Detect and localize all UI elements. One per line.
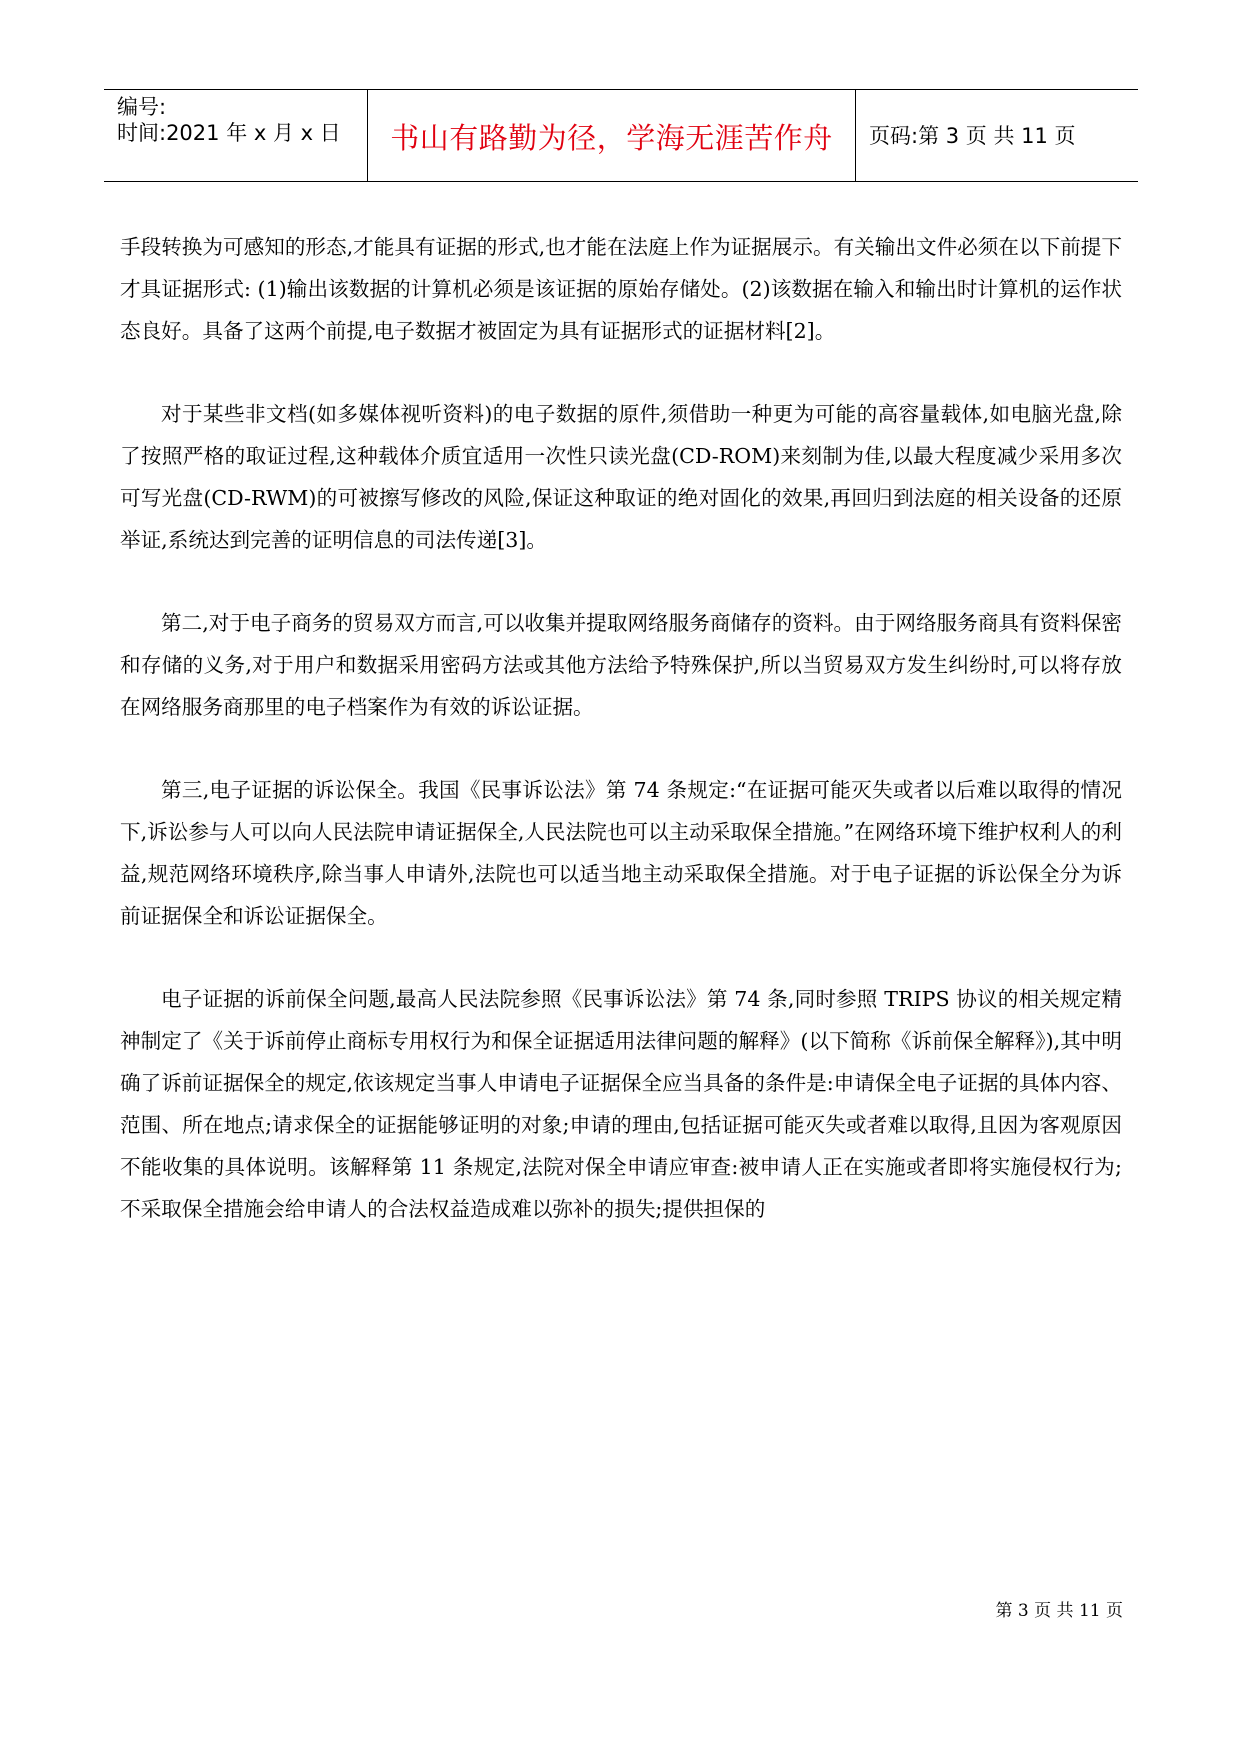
paragraph-3: 第二,对于电子商务的贸易双方而言,可以收集并提取网络服务商储存的资料。由于网络服务商具有资料保密和存储的义务,对于用户和数据采用密码方法或其他方法给予特殊保护,所以当贸易双方发生纠纷时,可以将存放在网络服务商那里的电子档案作为有效的诉讼证据。 — [120, 611, 1122, 719]
header-info-cell — [104, 90, 368, 181]
paragraph-1: 手段转换为可感知的形态,才能具有证据的形式,也才能在法庭上作为证据展示。有关输出文件必须在以下前提下才具证据形式: (1)输出该数据的计算机必须是该证据的原始存储处。(2)该数据在输入和输出时计算机的运作状态良好。具备了这两个前提,电子数据才被固定为具有证据形式的证据材料[2]。 — [120, 235, 1122, 343]
document-body — [120, 226, 1122, 1271]
page-footer: 第 3 页 共 11 页 — [995, 1601, 1123, 1621]
header-motto: 书山有路勤为径，学海无涯苦作舟 — [390, 121, 833, 155]
document-number-label: 编号: — [117, 95, 167, 119]
paragraph-5: 电子证据的诉前保全问题,最高人民法院参照《民事诉讼法》第 74 条,同时参照 TRIPS 协议的相关规定精神制定了《关于诉前停止商标专用权行为和保全证据适用法律问题的解释》(以下简称《诉前保全解释》),其中明确了诉前证据保全的规定,依该规定当事人申请电子证据保全应当具备的条件是:申请保全电子证据的具体内容、范围、所在地点;请求保全的证据能够证明的对象;申请的理由,包括证据可能灭失或者难以取得,且因为客观原因不能收集的具体说明。该解释第 11 条规定,法院对保全申请应审查:被申请人正在实施或者即将实施侵权行为;不采取保全措施会给申请人的合法权益造成难以弥补的损失;提供担保的 — [120, 987, 1122, 1221]
paragraph-2: 对于某些非文档(如多媒体视听资料)的电子数据的原件,须借助一种更为可能的高容量载体,如电脑光盘,除了按照严格的取证过程,这种载体介质宜适用一次性只读光盘(CD-ROM)来刻制为佳,以最大程度减少采用多次可写光盘(CD-RWM)的可被擦写修改的风险,保证这种取证的绝对固化的效果,再回归到法庭的相关设备的还原举证,系统达到完善的证明信息的司法传递[3]。 — [120, 402, 1122, 552]
document-time-label: 时间:2021 年 x 月 x 日 — [117, 121, 341, 145]
paragraph-4: 第三,电子证据的诉讼保全。我国《民事诉讼法》第 74 条规定:“在证据可能灭失或者以后难以取得的情况下,诉讼参与人可以向人民法院申请证据保全,人民法院也可以主动采取保全措施。”在网络环境下维护权利人的利益,规范网络环境秩序,除当事人申请外,法院也可以适当地主动采取保全措施。对于电子证据的诉讼保全分为诉前证据保全和诉讼证据保全。 — [120, 778, 1122, 928]
header-page-code: 页码:第 3 页 共 11 页 — [869, 124, 1076, 148]
header-page-cell — [856, 90, 1138, 181]
header-table — [104, 89, 1138, 182]
header-motto-cell — [368, 90, 856, 181]
